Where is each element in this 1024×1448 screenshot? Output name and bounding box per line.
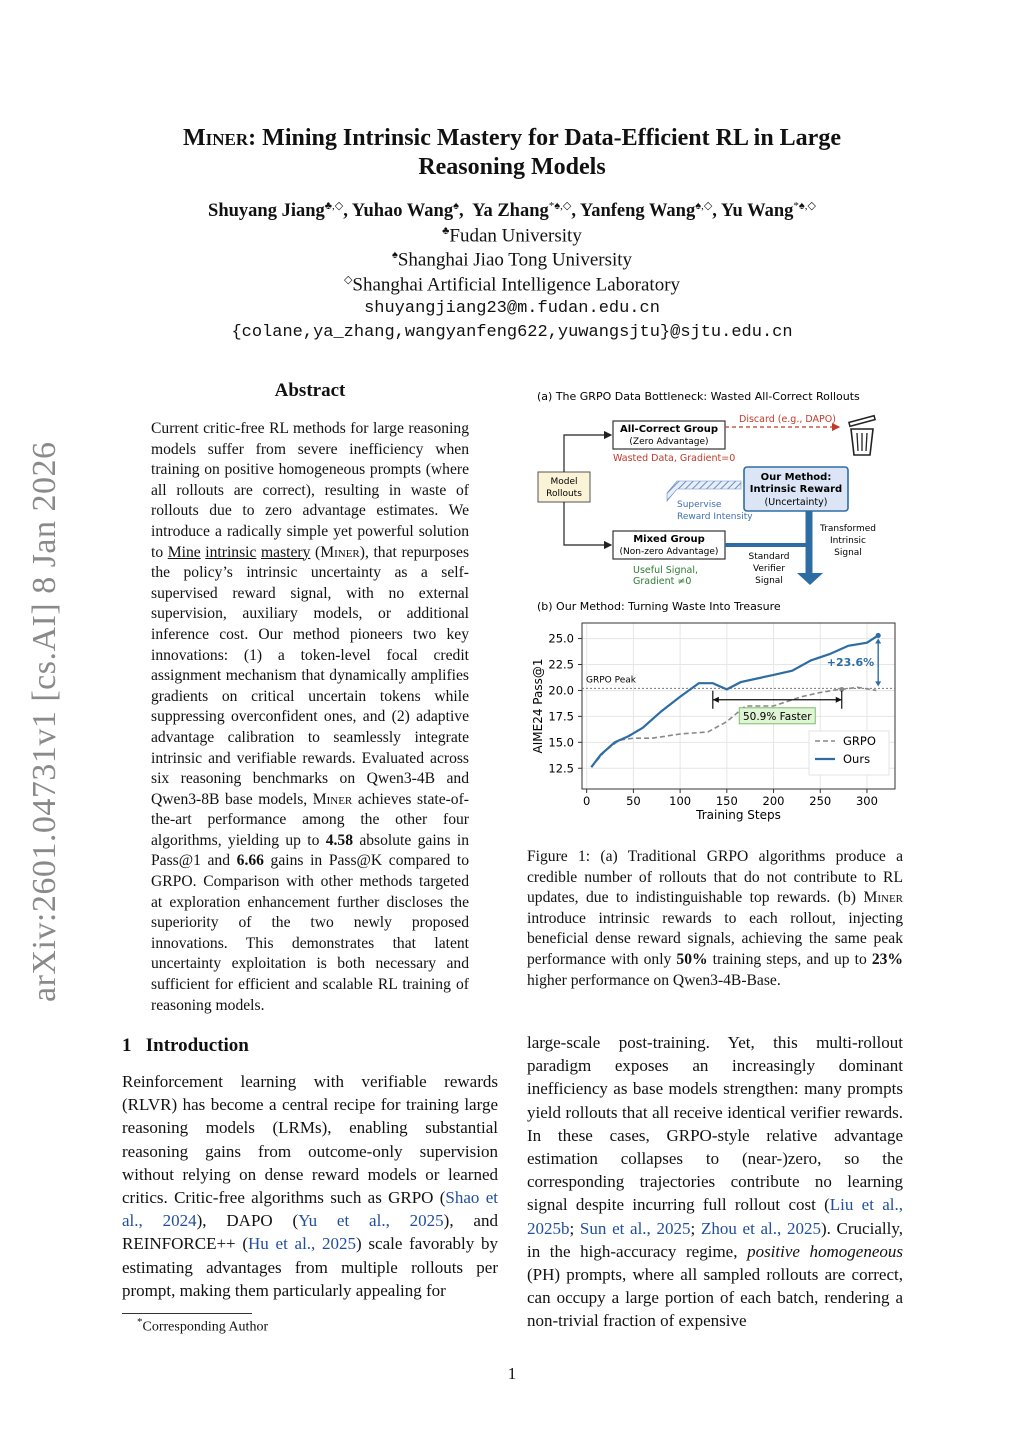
abstract-text: achieves state-of-the-art performance among the other four algorithms, yielding up to: [151, 790, 469, 849]
x-tick-label: 100: [669, 794, 692, 808]
x-tick-label: 0: [583, 794, 591, 808]
author: Yuhao Wang: [351, 201, 454, 222]
caption-text: higher performance on Qwen3-4B-Base.: [527, 971, 781, 989]
intro-column-left: [122, 1070, 498, 1302]
y-tick-label: 25.0: [548, 631, 574, 646]
affiliation: [100, 225, 924, 247]
nonzero-advantage-label: (Non-zero Advantage): [619, 547, 719, 557]
supervise-arrow: [667, 481, 741, 501]
abstract-text: ), that repurposes the policy’s intrinsic uncertainty as a self-supervised reward signal, with no external supervision, auxiliary models, or additional inference cost. Our method pioneers two key innovations: (1) a token-level focal credit assignment mechanism that dynamically amplifies gradients on critical uncertain tokens while suppressing overconfident ones, and (2) adaptive advantage calibration to seamlessly integrate intrinsic and verifiable rewards. Evaluated across six reasoning benchmarks on Qwen3-4B and Qwen3-8B base models,: [151, 543, 470, 808]
abstract-text: Mine: [167, 543, 201, 561]
abstract-text: Current critic-free RL methods for large reasoning models suffer from severe inefficiency when training on positive homogeneous prompts (where all rollouts are correct), resulting in waste of rollouts due to zero advantage estimates. We introduce a radically simple yet powerful solution to: [151, 420, 469, 561]
method-name: Miner: [312, 790, 353, 808]
author: Yanfeng Wang: [579, 201, 696, 222]
improvement-arrowhead: [875, 638, 881, 643]
our-method-label: Intrinsic Reward: [749, 484, 843, 495]
abstract-text: absolute gains in Pass@1 and: [151, 831, 469, 870]
method-name: Miner: [183, 125, 249, 151]
y-tick-label: 22.5: [548, 657, 574, 672]
y-tick-label: 12.5: [548, 761, 574, 776]
zero-advantage-label: (Zero Advantage): [629, 437, 709, 447]
footnote-mark: *: [137, 1316, 143, 1328]
x-axis-label: Training Steps: [696, 808, 781, 822]
standard-verifier-label: Verifier: [752, 564, 786, 574]
footnote-rule: [122, 1313, 252, 1314]
intro-text: Reinforcement learning with verifiable rewards (RLVR) has become a central recipe for training large reasoning models (LRMs), enabling substantial reasoning gains from outcome-only supervision without relying on dense reward models or learned critics. Critic-free algorithms such as GRPO (: [122, 1072, 498, 1208]
intro-text: ). Crucially, in the high-accuracy regime,: [527, 1218, 903, 1261]
panel-b-title: (b) Our Method: Turning Waste Into Treasure: [537, 600, 781, 613]
figure-caption: [527, 847, 903, 991]
affiliation-mark: ◇: [343, 274, 353, 286]
caption-text: introduce intrinsic rewards to each rollout, injecting beneficial dense reward signals, achieving the same peak performance with only: [527, 909, 903, 968]
x-tick-label: 250: [809, 794, 832, 808]
x-tick-label: 50: [626, 794, 641, 808]
email[interactable]: {colane,ya_zhang,wangyanfeng622,yuwangsjtu}@sjtu.edu.cn: [231, 323, 793, 342]
supervise-label: Reward Intensity: [677, 512, 753, 522]
faster-arrowhead: [713, 697, 719, 703]
author: Ya Zhang: [472, 201, 549, 222]
affiliation-name: Shanghai Jiao Tong University: [397, 249, 633, 271]
panel-a-title: (a) The GRPO Data Bottleneck: Wasted All-Correct Rollouts: [537, 390, 860, 403]
model-rollouts-label: Model: [550, 477, 578, 487]
citation-link[interactable]: Zhou et al., 2025: [700, 1218, 821, 1238]
arxiv-stamp: arXiv:2601.04731v1 [cs.AI] 8 Jan 2026: [26, 441, 63, 1002]
standard-verifier-label: Signal: [755, 576, 783, 586]
model-rollouts-label: Rollouts: [546, 489, 582, 499]
citation-link[interactable]: Yu et al., 2025: [298, 1211, 444, 1231]
abstract-text: intrinsic: [205, 543, 257, 561]
figure-1: [527, 385, 907, 830]
footnote: [137, 1316, 268, 1336]
intro-column-right: [527, 1031, 903, 1333]
footnote-text: Corresponding Author: [142, 1319, 269, 1335]
useful-signal-label: Useful Signal,: [633, 565, 698, 576]
caption-highlight: 23%: [871, 950, 903, 968]
intro-text: ) scale favorably by estimating advantages from multiple rollouts per prompt, making them particularly appealing for: [122, 1234, 498, 1300]
author: Shuyang Jiang: [208, 201, 325, 222]
abstract-body: [151, 419, 469, 1016]
method-name: Miner: [320, 543, 360, 561]
affiliation-name: Fudan University: [449, 225, 582, 247]
author-marks: ♣,◇: [324, 200, 344, 212]
transformed-signal-label: Intrinsic: [830, 536, 866, 546]
intro-text: ;: [569, 1218, 580, 1238]
citation-link[interactable]: Shao et al., 2024: [122, 1188, 498, 1231]
merge-arrowhead: [797, 573, 823, 585]
y-axis-label: AIME24 Pass@1: [531, 658, 545, 754]
affiliation-name: Shanghai Artificial Intelligence Laboratory: [352, 274, 681, 296]
x-tick-label: 150: [715, 794, 738, 808]
email[interactable]: shuyangjiang23@m.fudan.edu.cn: [364, 299, 660, 318]
caption-highlight: 50%: [676, 950, 708, 968]
x-tick-label: 300: [855, 794, 878, 808]
intro-text: ;: [690, 1218, 701, 1238]
caption-text: (a) Traditional GRPO algorithms produce a credible number of rollouts that do not contribute to RL updates, due to indistinguishable top rewards. (b): [527, 848, 903, 907]
faster-label: 50.9% Faster: [742, 710, 812, 723]
citation-link[interactable]: Sun et al., 2025: [579, 1218, 691, 1238]
supervise-label: Supervise: [677, 500, 722, 510]
abstract-highlight: 6.66: [236, 852, 264, 870]
author-marks: ♠,◇: [695, 200, 713, 212]
improvement-arrowhead: [875, 681, 881, 686]
method-name: Miner: [863, 889, 903, 907]
abstract-highlight: 4.58: [325, 831, 354, 849]
our-method-label: Our Method:: [760, 472, 832, 483]
transformed-signal-label: Transformed: [819, 524, 877, 534]
connector-arrow: [564, 435, 611, 472]
legend-label: GRPO: [843, 734, 876, 748]
our-method-label: (Uncertainty): [764, 497, 828, 508]
citation-link[interactable]: Hu et al., 2025: [248, 1234, 357, 1254]
intro-text: (PH) prompts, where all sampled rollouts are correct, can occupy a large portion of each batch, rendering a non-trivial fraction of expensive: [527, 1265, 903, 1331]
discard-label: Discard (e.g., DAPO): [739, 414, 836, 425]
transformed-signal-label: Signal: [834, 548, 862, 558]
page-number: 1: [507, 1364, 517, 1383]
author-marks: *♠,◇: [548, 200, 572, 212]
intro-text: ), and REINFORCE++ (: [122, 1211, 498, 1254]
section-heading: [122, 1035, 249, 1057]
intro-text: large-scale post-training. Yet, this multi-rollout paradigm exposes an increasingly dominant inefficiency as base models strengthen: many prompts yield rollouts that all receive identical verifier rewards. In these cases, GRPO-style relative advantage estimation collapses to (near-)zero, so the corresponding trajectories contribute no learning signal despite incurring full rollout cost (: [527, 1033, 903, 1215]
grpo-peak-label: GRPO Peak: [586, 675, 636, 686]
chart: [531, 623, 895, 822]
all-correct-label: All-Correct Group: [619, 424, 719, 435]
caption-text: training steps, and up to: [707, 950, 872, 968]
author: Yu Wang: [720, 201, 794, 222]
paper-title: [100, 124, 924, 182]
citation-link[interactable]: Liu et al., 2025b: [527, 1195, 903, 1238]
abstract-heading: Abstract: [274, 380, 346, 401]
intro-emphasis: positive homogeneous: [747, 1241, 904, 1261]
x-tick-label: 200: [762, 794, 785, 808]
legend-label: Ours: [843, 752, 871, 766]
title-line2: Reasoning Models: [418, 154, 606, 180]
trash-icon: [849, 416, 875, 455]
abstract-text: gains in Pass@K compared to GRPO. Comparison with other methods targeted at exploration enhancement further discloses the superiority of the two newly proposed innovations. This demonstrates that latent uncertainty exploitation is both necessary and sufficient for efficient and scalable RL training of reasoning models.: [151, 852, 470, 1014]
author-list: Shuyang Jiang♣,◇, Yuhao Wang♠, Ya Zhang*♠,◇, Yanfeng Wang♠,◇, Yu Wang*♠,◇: [208, 200, 816, 222]
caption-label: Figure 1:: [527, 848, 591, 865]
improvement-label: +23.6%: [826, 655, 875, 669]
useful-signal-label: Gradient ≠0: [633, 576, 692, 587]
ours-end-point: [876, 633, 881, 638]
wasted-label: Wasted Data, Gradient=0: [613, 453, 736, 464]
abstract-text: mastery: [261, 543, 311, 561]
faster-arrowhead: [836, 697, 842, 703]
affiliation: [100, 273, 924, 296]
author-marks: *♠,◇: [793, 200, 816, 212]
affiliation: [100, 249, 924, 271]
y-tick-label: 17.5: [548, 709, 574, 724]
connector-arrow: [564, 502, 611, 545]
y-tick-label: 15.0: [548, 735, 574, 750]
section-title: Introduction: [145, 1035, 249, 1056]
author-marks: ♠: [453, 200, 459, 212]
mixed-group-label: Mixed Group: [633, 534, 705, 545]
affiliation-mark: ♣: [442, 225, 450, 237]
title-line1: : Mining Intrinsic Mastery for Data-Efficient RL in Large: [248, 125, 841, 151]
abstract-text: (: [310, 543, 321, 561]
y-tick-label: 20.0: [548, 683, 574, 698]
standard-verifier-label: Standard: [748, 552, 790, 562]
intro-text: ), DAPO (: [196, 1211, 299, 1231]
affiliation-mark: ♠: [391, 249, 398, 261]
section-number: 1: [122, 1035, 132, 1056]
